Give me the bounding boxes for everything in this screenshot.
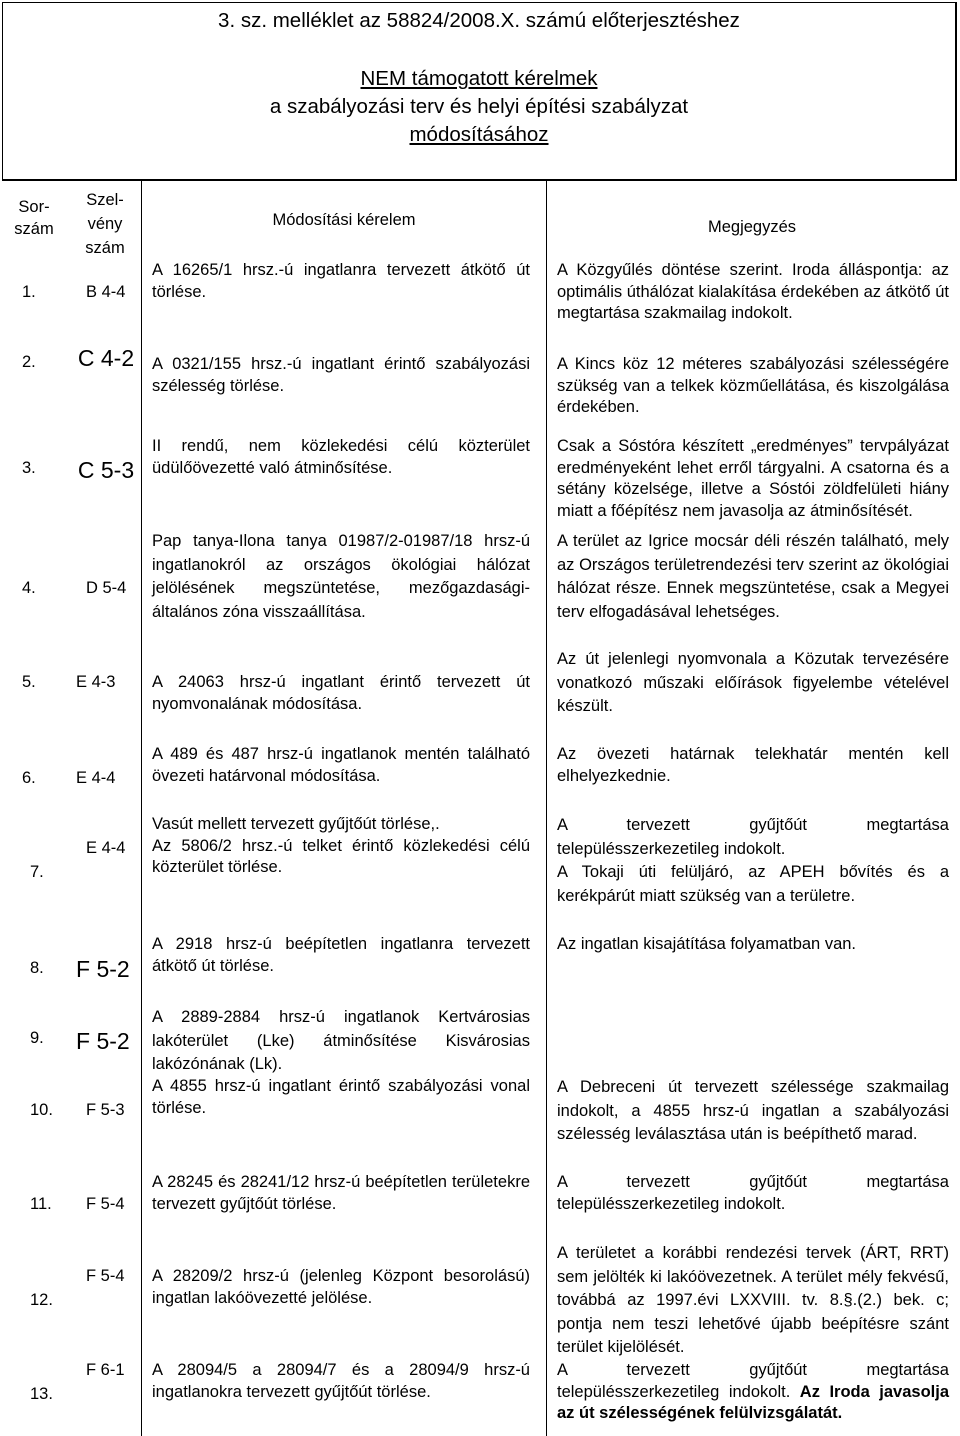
column-header-text: szám [85, 239, 125, 257]
row-number: 13. [30, 1385, 53, 1403]
row-szelveny: C 4-2 [77, 345, 135, 371]
document-subtitle-2: módosításához [409, 123, 549, 146]
row-number: 8. [30, 959, 44, 977]
row-kerelem: A 2918 hrsz-ú beépítetlen ingatlanra tervezett átkötő út törlése. [152, 935, 530, 975]
row-szelveny: F 5-3 [86, 1101, 125, 1119]
row-kerelem-part: Az 5806/2 hrsz.-ú telket érintő közlekedési célú közterület törlése. [152, 836, 530, 876]
row-number: 5. [22, 673, 36, 691]
row-number: 2. [22, 353, 36, 371]
row-megjegyzes: Csak a Sóstóra készített „eredményes” tervpályázat eredményeként lehet erről tárgyalni. A csatorna és a sétány közelsége, illetve a Sóstói zöldfelületi hiány miatt a főépítész nem javasolja az átminősítését. [557, 437, 949, 520]
row-megjegyzes [557, 814, 949, 908]
row-szelveny: D 5-4 [86, 579, 127, 597]
row-szelveny: F 6-1 [86, 1361, 125, 1379]
row-kerelem: A 0321/155 hrsz.-ú ingatlant érintő szabályozási szélesség törlése. [152, 355, 530, 395]
document-title: NEM támogatott kérelmek [360, 67, 598, 90]
row-megjegyzes-part: A Tokaji úti felüljáró, az APEH bővítés és a kerékpárút miatt szükség van a területre. [557, 863, 949, 905]
column-header-text: vény [87, 215, 123, 233]
document-subtitle: a szabályozási terv és helyi építési szabályzat [269, 95, 689, 118]
row-kerelem: A 24063 hrsz-ú ingatlant érintő tervezett út nyomvonalának módosítása. [152, 673, 530, 713]
row-megjegyzes-emphasis: Az Iroda javasolja az út szélességének felülvizsgálatát. [557, 1382, 949, 1422]
column-divider [546, 180, 547, 1436]
row-szelveny: E 4-4 [86, 839, 126, 857]
row-kerelem: A 489 és 487 hrsz-ú ingatlanok mentén található övezeti határvonal módosítása. [152, 745, 530, 785]
row-number: 11. [30, 1195, 52, 1213]
row-megjegyzes: Az ingatlan kisajátítása folyamatban van. [557, 935, 857, 953]
row-megjegyzes: A Debreceni út tervezett szélessége szakmailag indokolt, a 4855 hrsz-ú ingatlan a szabályozási szélesség leválasztása után is beépíthető marad. [557, 1078, 949, 1143]
row-megjegyzes-part: A tervezett gyűjtőút megtartása településszerkezetileg indokolt. [557, 1361, 949, 1401]
column-header-text: szám [14, 220, 54, 238]
row-szelveny: F 5-4 [86, 1195, 125, 1213]
row-kerelem: A 28245 és 28241/12 hrsz-ú beépítetlen területekre tervezett gyűjtőút törlése. [152, 1173, 530, 1213]
row-szelveny: F 5-2 [76, 956, 130, 982]
row-number: 10. [30, 1101, 53, 1119]
row-kerelem [152, 814, 530, 879]
row-kerelem: A 28209/2 hrsz-ú (jelenleg Központ besorolású) ingatlan lakóövezetté jelölése. [152, 1267, 530, 1307]
row-szelveny: E 4-3 [76, 673, 116, 691]
row-megjegyzes: A terület az Igrice mocsár déli részén található, mely az Országos területrendezési terv szerint az ökológiai hálózat része. Ennek megszüntetése, csak a Megyei terv elfogadásával lehetséges. [557, 532, 949, 621]
row-szelveny: B 4-4 [86, 283, 126, 301]
row-number: 7. [30, 863, 44, 881]
row-number: 4. [22, 579, 36, 597]
row-megjegyzes [557, 1360, 949, 1425]
row-number: 12. [30, 1291, 53, 1309]
row-kerelem: II rendű, nem közlekedési célú közterület üdülőövezetté való átminősítése. [152, 437, 530, 477]
column-divider [141, 180, 142, 1436]
column-header-megjegyzes: Megjegyzés [707, 218, 797, 236]
row-megjegyzes: A Közgyűlés döntése szerint. Iroda álláspontja: az optimális úthálózat kialakítása érdekében az átkötő út megtartása szakmailag indokolt. [557, 261, 949, 322]
row-megjegyzes: A Kincs köz 12 méteres szabályozási szélességére szükség van a telkek közműellátása, és kiszolgálása érdekében. [557, 355, 949, 416]
row-szelveny: F 5-4 [86, 1267, 125, 1285]
column-header-szelveny [72, 188, 138, 260]
column-header-text: Szel- [86, 191, 124, 209]
row-kerelem: A 16265/1 hrsz.-ú ingatlanra tervezett átkötő út törlése. [152, 261, 530, 301]
row-kerelem: A 28094/5 a 28094/7 és a 28094/9 hrsz-ú ingatlanokra tervezett gyűjtőút törlése. [152, 1361, 530, 1401]
column-header-sorszam [4, 196, 64, 240]
row-megjegyzes: A területet a korábbi rendezési tervek (ÁRT, RRT) sem jelölték ki lakóövezetnek. A terület mély fekvésű, továbbá az 1997.évi LXXVIII. tv. 8.§.(2.) bek. c; pontja nem teszi lehetővé újabb beépítésre szánt terület kijelölését. [557, 1244, 949, 1356]
row-szelveny: C 5-3 [77, 457, 135, 483]
row-kerelem: A 4855 hrsz-ú ingatlant érintő szabályozási vonal törlése. [152, 1077, 530, 1117]
row-number: 1. [22, 283, 36, 301]
row-szelveny: F 5-2 [76, 1028, 130, 1054]
row-megjegyzes: Az út jelenlegi nyomvonala a Közutak tervezésére vonatkozó műszaki előírások figyelembe vételével készült. [557, 650, 949, 715]
row-number: 6. [22, 769, 36, 787]
row-kerelem: A 2889-2884 hrsz-ú ingatlanok Kertvárosias lakóterület (Lke) átminősítése Kisvárosias lakózónának (Lk). [152, 1008, 530, 1073]
column-header-kerelem: Módosítási kérelem [272, 211, 416, 229]
row-kerelem-part: Vasút mellett tervezett gyűjtőút törlése,. [152, 815, 440, 833]
row-kerelem: Pap tanya-Ilona tanya 01987/2-01987/18 hrsz-ú ingatlanokról az országos ökológiai hálózat jelölésének megszüntetése, mezőgazdasági-általános zóna visszaállítása. [152, 532, 530, 621]
attachment-line: 3. sz. melléklet az 58824/2008.X. számú előterjesztéshez [218, 9, 740, 32]
column-header-text: Sor- [18, 198, 50, 216]
row-szelveny: E 4-4 [76, 769, 116, 787]
row-number: 3. [22, 459, 36, 477]
row-megjegyzes: A tervezett gyűjtőút megtartása településszerkezetileg indokolt. [557, 1173, 949, 1213]
row-megjegyzes-part: A tervezett gyűjtőút megtartása településszerkezetileg indokolt. [557, 816, 949, 858]
document-header [2, 2, 957, 181]
row-megjegyzes: Az övezeti határnak telekhatár mentén kell elhelyezkednie. [557, 745, 949, 785]
row-number: 9. [30, 1029, 44, 1047]
